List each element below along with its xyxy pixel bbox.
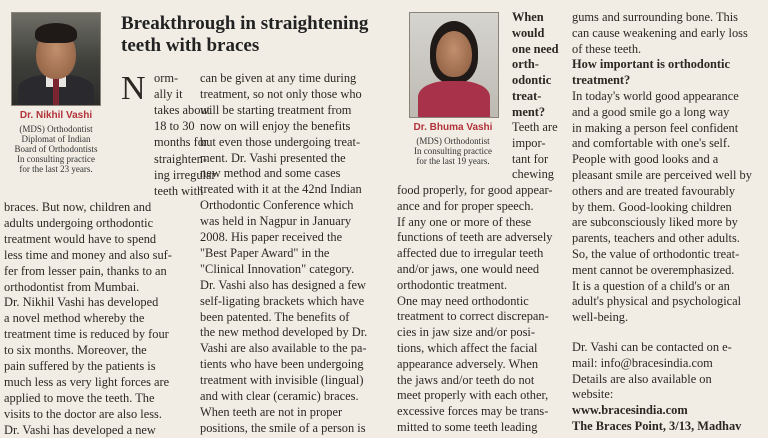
text-line: a novel method whereby the [4,311,145,326]
text-line: much less as very light forces are [4,374,170,389]
text-line: straighten- [154,151,207,166]
text-line: treatment, so not only those who [200,86,362,101]
text-line: impor- [512,135,546,150]
text-line: 2008. His paper received the [200,230,343,244]
text-line: ing irregular [154,167,216,182]
website-link: www.bracesindia.com [572,403,688,418]
text-line: visits to the doctor are also less. [4,406,162,421]
text-line: appearance adversely. When [397,356,539,371]
text-line: Dr. Vashi also has designed a few [200,277,366,292]
text-line: chewing [512,167,554,182]
text-line: ally it [154,87,183,102]
text-line: positions, the smile of a person is [200,420,366,435]
text-line: teeth with [154,183,204,198]
text-line: treatment to correct discrepan- [397,309,549,324]
contact-line: Details are also available on [572,371,712,386]
text-line: and/or jaws, one would need [397,262,540,276]
contact-line: mail: info@bracesindia.com [572,355,713,370]
address-line: The Braces Point, 3/13, Madhav [572,419,742,433]
text-line: One may need orthodontic [397,293,529,308]
photo1-caption: (MDS) Orthodontist Diplomat of Indian Board of Orthodontists In consulting practice for the last 23 years. [14,124,98,174]
text-line: functions of teeth are adversely [397,230,553,245]
photo2-caption: (MDS) Orthodontist In consulting practice for the last 19 years. [414,136,492,166]
text-line: "Best Paper Award" in the [200,245,330,260]
text-line: It is a question of a child's or an [572,278,730,293]
text-line: and with clear (ceramic) braces. [200,389,359,403]
text-line: was held in Nagpur in January [200,214,352,229]
subheading-line: treatment? [572,73,631,88]
contact-line: website: [572,387,614,402]
photo2-name: Dr. Bhuma Vashi [413,122,493,133]
text-line: in making a person feel confident [572,120,739,135]
text-line: gums and surrounding bone. This [572,10,739,24]
text-line: ment. Dr. Vashi presented the [200,150,346,165]
subheading-line: treat- [512,89,542,103]
text-line: can be given at any time during [200,71,357,85]
subheading-line: odontic [512,73,552,88]
text-line: tients who have been undergoing [200,357,364,372]
text-line: applied to move the teeth. The [4,390,155,405]
text-line: If any one or more of these [397,214,532,229]
text-line: and a good smile go a long way [572,104,730,119]
text-line: others and are treated favourably [572,183,736,198]
text-line: cies in jaw size and/or posi- [397,325,535,340]
text-line: tions, which affect the facial [397,341,538,355]
text-line: the jaws and/or teeth do not [397,372,535,387]
text-line: will be starting treatment from [200,102,352,117]
text-line: In today's world good appearance [572,89,739,103]
article-headline: Breakthrough in straightening teeth with braces [121,13,369,56]
text-line: now on will enjoy the benefits [200,118,351,133]
text-line: When teeth are not in proper [200,404,343,419]
drop-cap: N [121,70,146,107]
subheading-line: How important is orthodontic [572,57,730,72]
contact-line: Dr. Vashi can be contacted on e- [572,340,732,354]
text-line: orm- [154,71,179,85]
text-line: pleasant smile are perceived well by [572,168,752,182]
photo-dr-nikhil-vashi [11,12,101,106]
text-line: meet properly with each other, [397,388,549,403]
text-line: ance and for proper speech. [397,198,534,213]
text-line: ment cannot be overemphasized. [572,262,735,277]
text-line: 18 to 30 [154,119,195,134]
text-line: months for [154,135,209,150]
text-line: Dr. Nikhil Vashi has developed [4,295,159,310]
photo-dr-bhuma-vashi [409,12,499,118]
text-line: to six months. Moreover, the [4,343,147,358]
text-line: treatment with invisible (lingual) [200,373,364,388]
text-line: treatment time is reduced by four [4,327,169,342]
text-line: the new method developed by Dr. [200,325,368,340]
text-line: new method and some cases [200,166,341,181]
text-line: and comfortable with one's self. [572,136,731,151]
text-line: by them. Good-looking children [572,199,732,214]
text-line: fer from lesser pain, thanks to an [4,263,167,278]
text-line: Teeth are [512,120,558,134]
text-line: People with good looks and a [572,152,719,167]
subheading-line: When [512,10,544,24]
text-line: Dr. Vashi has developed a new [4,422,156,437]
text-line: but even those undergoing treat- [200,134,361,149]
text-line: pain suffered by the patients is [4,359,156,373]
text-line: self-ligating brackets which have [200,293,365,308]
text-line: treatment would have to spend [4,231,157,246]
text-line: are subconsciously liked more by [572,215,738,230]
text-line: can cause weakening and early loss [572,25,748,40]
text-line: adults undergoing orthodontic [4,215,154,230]
subheading-line: ment? [512,104,546,119]
text-line: So, the value of orthodontic treat- [572,247,740,261]
text-line: orthodontist from Mumbai. [4,279,140,294]
text-line: mitted to some teeth leading [397,420,538,434]
text-line: orthodontic treatment. [397,277,508,292]
text-line: takes about [154,103,211,118]
text-line: adult's physical and psychological [572,294,742,309]
text-line: tant for [512,151,549,166]
subheading-line: one need [512,41,559,56]
text-line: treated with it at the 42nd Indian [200,182,362,197]
text-line: Orthodontic Conference which [200,198,354,213]
text-line: affected due to irregular teeth [397,246,544,261]
text-line: well-being. [572,310,629,325]
text-line: braces. But now, children and [4,200,152,214]
text-line: excessive forces may be trans- [397,404,549,419]
text-line: "Clinical Innovation" category. [200,261,355,276]
text-line: less time and money and also suf- [4,247,172,262]
text-line: Vashi are also available to the pa- [200,341,367,356]
text-line: food properly, for good appear- [397,183,553,197]
subheading-line: would [512,25,545,40]
text-line: of these teeth. [572,41,642,56]
text-line: been patented. The benefits of [200,309,350,324]
text-line: parents, teachers and other adults. [572,231,740,246]
photo1-name: Dr. Nikhil Vashi [19,110,93,121]
subheading-line: orth- [512,57,539,72]
